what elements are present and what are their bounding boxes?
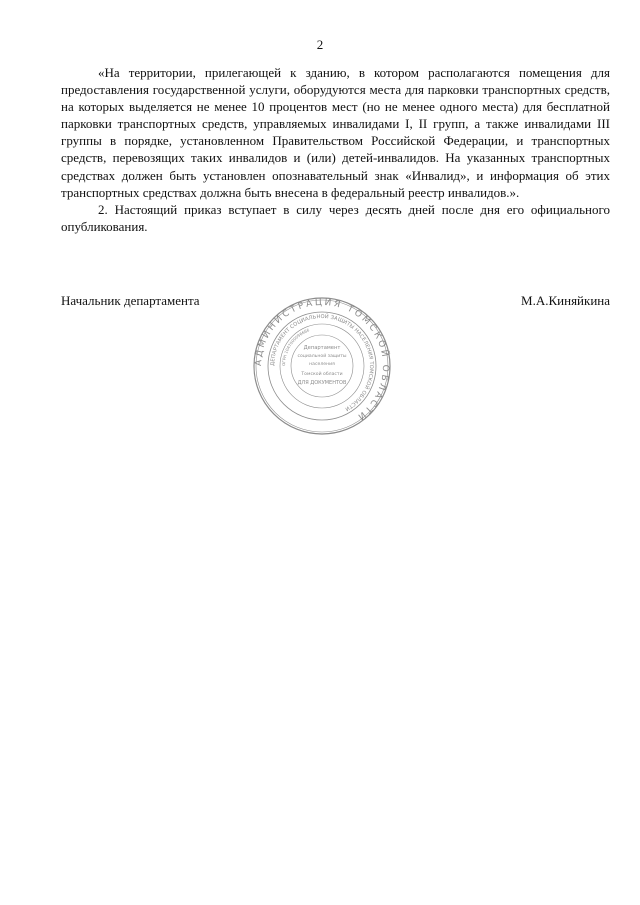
seal-center-line-1: Департамент	[303, 345, 341, 351]
seal-center-line-2: социальной защиты	[297, 354, 347, 359]
seal-middle-text: ДЕПАРТАМЕНТ СОЦИАЛЬНОЙ ЗАЩИТЫ НАСЕЛЕНИЯ ТОМСКОЙ ОБЛАСТИ	[269, 313, 375, 412]
paragraph-entry-into-force: 2. Настоящий приказ вступает в силу через десять дней после дня его официального опубликования.	[61, 201, 610, 234]
seal-inner-text: ОГРН 1047000096666	[280, 327, 310, 367]
seal-center-line-3: населения	[309, 362, 335, 367]
document-body	[61, 64, 610, 235]
seal-graphic	[252, 296, 392, 436]
paragraph-quoted-amendment: «На территории, прилегающей к зданию, в котором располагаются помещения для предоставления государственной услуги, оборудуются места для парковки транспортных средств, на которых выделяется не менее 10 процентов мест (но не менее одного места) для бесплатной парковки транспортных средств, управляемых инвалидами I, II групп, а также инвалидами III группы в порядке, установленном Правительством Российской Федерации, и транспортных средств, перевозящих таких инвалидов и (или) детей-инвалидов. На указанных транспортных средствах должен быть установлен опознавательный знак «Инвалид», и информация об этих транспортных средствах должна быть внесена в федеральный реестр инвалидов.».	[61, 65, 610, 200]
official-seal	[252, 296, 392, 436]
seal-center-line-4: Томской области	[301, 372, 343, 377]
page-number: 2	[316, 37, 324, 52]
seal-center-line-5: ДЛЯ ДОКУМЕНТОВ	[297, 380, 347, 386]
signatory-position: Начальник департамента	[61, 293, 200, 308]
seal-outer-text: АДМИНИСТРАЦИЯ ТОМСКОЙ ОБЛАСТИ	[253, 297, 391, 423]
signatory-name: М.А.Киняйкина	[521, 293, 610, 308]
